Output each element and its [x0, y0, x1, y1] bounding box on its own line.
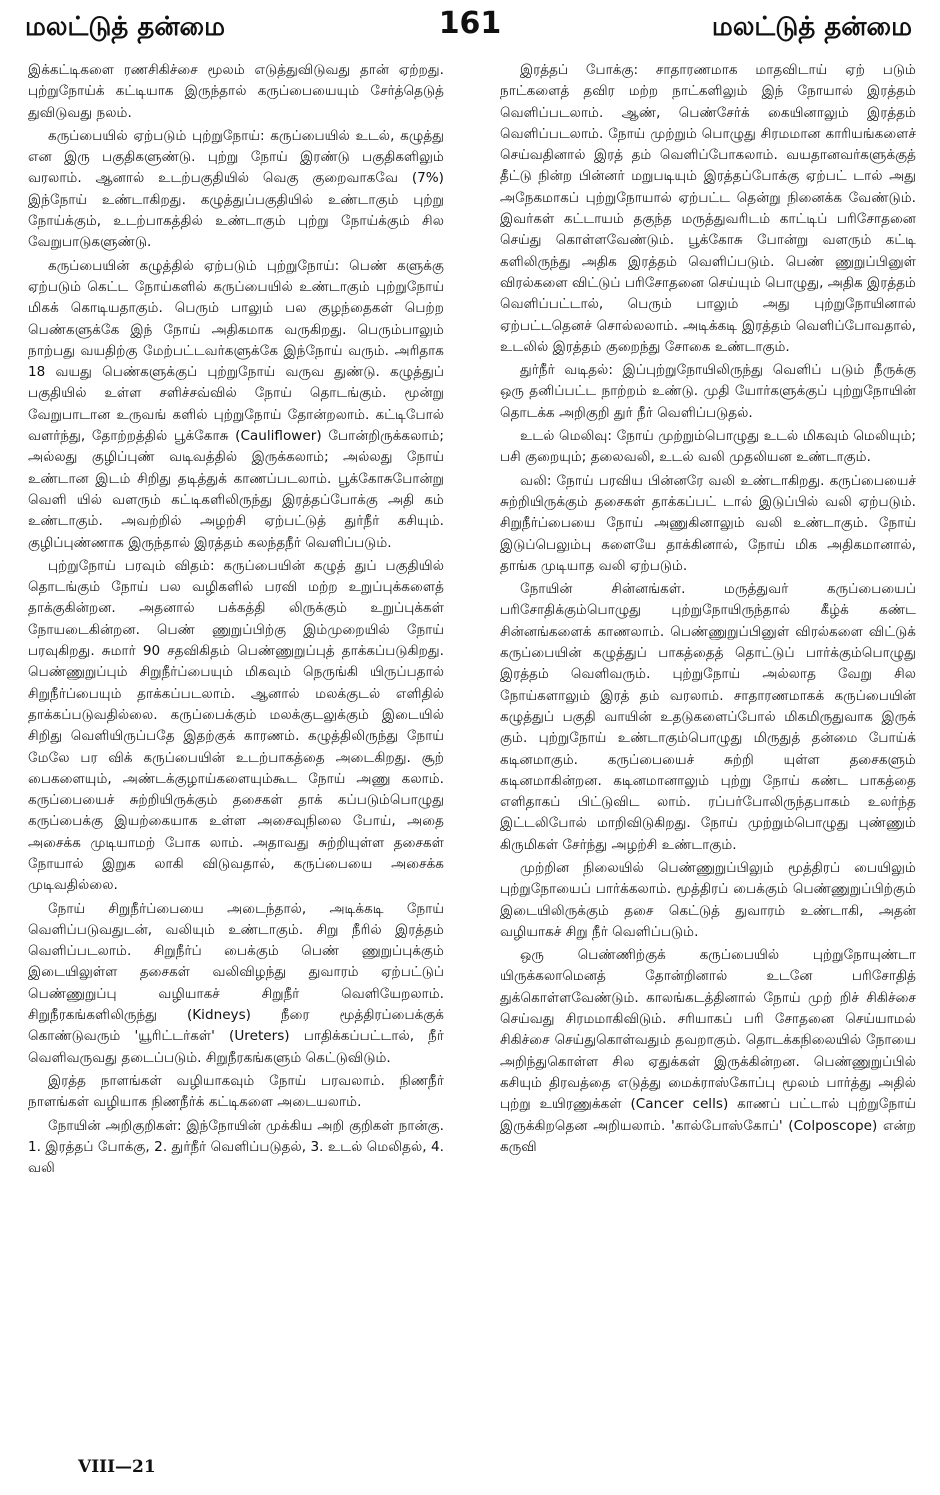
running-head-left: மலட்டுத் தன்மை — [25, 12, 226, 42]
paragraph: இரத்த நாளங்கள் வழியாகவும் நோய் பரவலாம். நிணநீர் நாளங்கள் வழியாக நிணநீர்க் கட்டிகளை அடையலாம். — [28, 1072, 444, 1111]
paragraph: நோயின் சின்னங்கள். மருத்துவர் கருப்பையைப் பரிசோதிக்கும்பொழுது புற்றுநோயிருந்தால் கீழ்க் கண்ட சின்னங்களைக் காணலாம். பெண்ணுறுப்பினுள் விரல்களை விட்டுக் கருப்பையின் கழுத்துப் பாகத்தைத் தொட்டுப் பார்க்கும்பொழுது இரத்தம் வெளிவரும். புற்றுநோய் அல்லாத வேறு சில நோய்களாலும் இரத் தம் வரலாம். சாதாரணமாகக் கருப்பையின் கழுத்துப் பகுதி வாயின் உதடுகளைப்போல் மிகமிருதுவாக இருக் கும். புற்றுநோய் உண்டாகும்பொழுது மிருதுத் தன்மை போய்க் கடினமாகும். கருப்பையைச் சுற்றி யுள்ள தசைகளும் கடினமாகின்றன. கடினமானாலும் புற்று நோய் கண்ட பாகத்தை எளிதாகப் பிட்டுவிட லாம். ரப்பர்போலிருந்தபாகம் உலர்ந்த இட்டலிபோல் மாறிவிடுகிறது. நோய் முற்றும்பொழுது புண்ணும் கிருமிகள் சேர்ந்து அழற்சி உண்டாகும். — [500, 581, 916, 853]
paragraph: புற்றுநோய் பரவும் விதம்: கருப்பையின் கழுத் துப் பகுதியில் தொடங்கும் நோய் பல வழிகளில் பரவி மற்ற உறுப்புக்களைத் தாக்குகின்றன. அதனால் பக்கத்தி லிருக்கும் உறுப்புக்கள் நோயடைகின்றன. பெண் ணுறுப்பிற்கு இம்முறையில் நோய் பரவுகிறது. சுமார் 90 சதவிகிதம் பெண்ணுறுப்புத் தாக்கப்படுகிறது. பெண்ணுறுப்பும் சிறுநீர்ப்பையும் மிகவும் நெருங்கி யிருப்பதால் சிறுநீர்ப்பையும் தாக்கப்படலாம். ஆனால் மலக்குடல் எளிதில் தாக்கப்படுவதில்லை. கருப்பைக்கும் மலக்குடலுக்கும் இடையில் சிறிது வெளியிருப்பதே இதற்குக் காரணம். கழுத்திலிருந்து நோய் மேலே பர விக் கருப்பையின் உடற்பாகத்தை அடைகிறது. சூற் பைகளையும், அண்டக்குழாய்களையும்கூட நோய் அணு கலாம். கருப்பையைச் சுற்றியிருக்கும் தசைகள் தாக் கப்படும்பொழுது கருப்பைக்கு இயற்கையாக உள்ள அசைவுநிலை போய், அதை அசைக்க முடியாமற் போக லாம். அதாவது சுற்றியுள்ள தசைகள் நோயால் இறுக லாகி விடுவதால், கருப்பையை அசைக்க முடிவதில்லை. — [28, 557, 444, 894]
signature-mark: VIII—21 — [78, 1457, 156, 1477]
paragraph: துர்நீர் வடிதல்: இப்புற்றுநோயிலிருந்து வெளிப் படும் நீருக்கு ஒரு தனிப்பட்ட நாற்றம் உண்டு. முதி யோர்களுக்குப் புற்றுநோயின் தொடக்க அறிகுறி துர் நீர் வெளிப்படுதல். — [500, 362, 916, 421]
paragraph: கருப்பையின் கழுத்தில் ஏற்படும் புற்றுநோய்: பெண் களுக்கு ஏற்படும் கெட்ட நோய்களில் கருப்பையில் உண்டாகும் புற்றுநோய் மிகக் கொடியதாகும். பெரும் பாலும் பல குழந்தைகள் பெற்ற பெண்களுக்கே இந் நோய் அதிகமாக வருகிறது. பெரும்பாலும் நாற்பது வயதிற்கு மேற்பட்டவர்களுக்கே இந்நோய் வரும். அரிதாக 18 வயது பெண்களுக்குப் புற்றுநோய் வருவ துண்டு. கழுத்துப் பகுதியில் உள்ள சளிச்சவ்வில் நோய் தொடங்கும். மூன்று வேறுபாடான உருவங் களில் புற்றுநோய் தோன்றலாம். கட்டிபோல் வளர்ந்து, தோற்றத்தில் பூக்கோசு (Cauliflower) போன்றிருக்கலாம்; அல்லது குழிப்புண் வடிவத்தில் இருக்கலாம்; அல்லது நோய் உண்டான இடம் சிறிது தடித்துக் காணப்படலாம். பூக்கோசுபோன்று வெளி யில் வளரும் கட்டிகளிலிருந்து இரத்தப்போக்கு அதி கம் உண்டாகும். அவற்றில் அழற்சி ஏற்பட்டுத் துர்நீர் கசியும். குழிப்புண்ணாக இருந்தால் இரத்தம் கலந்தநீர் வெளிப்படும். — [28, 257, 444, 551]
paragraph: உடல் மெலிவு: நோய் முற்றும்பொழுது உடல் மிகவும் மெலியும்; பசி குறையும்; தலைவலி, உடல் வலி முதலியன உண்டாகும். — [500, 428, 916, 466]
paragraph: நோய் சிறுநீர்ப்பையை அடைந்தால், அடிக்கடி நோய் வெளிப்படுவதுடன், வலியும் உண்டாகும். சிறு நீரில் இரத்தம் வெளிப்படலாம். சிறுநீர்ப் பைக்கும் பெண் ணுறுப்புக்கும் இடையிலுள்ள தசைகள் வலிவிழந்து துவாரம் ஏற்பட்டுப் பெண்ணுறுப்பு வழியாகச் சிறுநீர் வெளியேறலாம். சிறுநீரகங்களிலிருந்து (Kidneys) நீரை மூத்திரப்பைக்குக் கொண்டுவரும் 'யூரிட்டர்கள்' (Ureters) பாதிக்கப்பட்டால், நீர் வெளிவருவது தடைப்படும். சிறுநீரகங்களும் கெட்டுவிடும். — [28, 900, 444, 1066]
paragraph: முற்றின நிலையில் பெண்ணுறுப்பிலும் மூத்திரப் பையிலும் புற்றுநோயைப் பார்க்கலாம். மூத்திரப் பைக்கும் பெண்ணுறுப்பிற்கும் இடையிலிருக்கும் தசை கெட்டுத் துவாரம் உண்டாகி, அதன் வழியாகச் சிறு நீர் வெளிப்படும். — [500, 859, 916, 940]
right-column — [500, 60, 916, 1440]
paragraph: கருப்பையில் ஏற்படும் புற்றுநோய்: கருப்பையில் உடல், கழுத்து என இரு பகுதிகளுண்டு. புற்று நோய் இரண்டு பகுதிகளிலும் வரலாம். ஆனால் உடற்பகுதியில் வெகு குறைவாகவே (7%) இந்நோய் உண்டாகிறது. கழுத்துப்பகுதியில் உண்டாகும் புற்று நோய்க்கும், உடற்பாகத்தில் உண்டாகும் புற்று நோய்க்கும் சில வேறுபாடுகளுண்டு. — [28, 127, 444, 251]
page-header — [0, 0, 940, 48]
paragraph: நோயின் அறிகுறிகள்: இந்நோயின் முக்கிய அறி குறிகள் நான்கு. 1. இரத்தப் போக்கு, 2. துர்நீர் வெளிப்படுதல், 3. உடல் மெலிதல், 4. வலி — [28, 1117, 444, 1177]
running-head-right: மலட்டுத் தன்மை — [711, 12, 912, 42]
paragraph: ஒரு பெண்ணிற்குக் கருப்பையில் புற்றுநோயுண்டா யிருக்கலாமெனத் தோன்றினால் உடனே பரிசோதித் துக்கொள்ளவேண்டும். காலங்கடத்தினால் நோய் முற் றிச் சிகிச்சை செய்வது சிரமமாகிவிடும். சரியாகப் பரி சோதனை செய்யாமல் சிகிச்சை செய்துகொள்வதும் தவறாகும். தொடக்கநிலையில் நோயை அறிந்துகொள்ள சில ஏதுக்கள் இருக்கின்றன. பெண்ணுறுப்பில் கசியும் திரவத்தை எடுத்து மைக்ராஸ்கோப்பு மூலம் பார்த்து அதில் புற்று உயிரணுக்கள் (Cancer cells) காணப் பட்டால் புற்றுநோய் இருக்கிறதென அறியலாம். 'கால்போஸ்கோப்' (Colposcope) என்ற கருவி — [500, 947, 916, 1155]
paragraph: இரத்தப் போக்கு: சாதாரணமாக மாதவிடாய் ஏற் படும் நாட்களைத் தவிர மற்ற நாட்களிலும் இந் நோயால் இரத்தம் வெளிப்படலாம். ஆண், பெண்சேர்க் கையினாலும் இரத்தம் வெளிப்படலாம். நோய் முற்றும் பொழுது சிரமமான காரியங்களைச் செய்வதினால் இரத் தம் வெளிப்போகலாம். வயதானவர்களுக்குத் தீட்டு நின்ற பின்னர் மறுபடியும் இரத்தப்போக்கு ஏற்பட் டால் அது அநேகமாகப் புற்றுநோயால் ஏற்பட்ட தென்று நினைக்க வேண்டும். இவர்கள் கட்டாயம் தகுந்த மருத்துவரிடம் காட்டிப் பரிசோதனை செய்து கொள்ளவேண்டும். பூக்கோசு போன்று வளரும் கட்டி களிலிருந்து அதிக இரத்தம் வெளிப்படும். பெண் ணுறுப்பினுள் விரல்களை விட்டுப் பரிசோதனை செய்யும் பொழுது, அதிக இரத்தம் வெளிப்பட்டால், பெரும் பாலும் அது புற்றுநோயினால் ஏற்பட்டதெனச் சொல்லலாம். அடிக்கடி இரத்தம் வெளிப்போவதால், உடலில் இரத்தம் குறைந்து சோகை உண்டாகும். — [500, 62, 916, 355]
paragraph: வலி: நோய் பரவிய பின்னரே வலி உண்டாகிறது. கருப்பையைச் சுற்றியிருக்கும் தசைகள் தாக்கப்பட் டால் இடுப்பில் வலி ஏற்படும். சிறுநீர்ப்பையை நோய் அணுகினாலும் வலி உண்டாகும். நோய் இடுப்பெலும்பு களையே தாக்கினால், நோய் மிக அதிகமானால், தாங்க முடியாத வலி ஏற்படும். — [500, 472, 916, 574]
page-number: 161 — [438, 6, 502, 41]
paragraph: இக்கட்டிகளை ரணசிகிச்சை மூலம் எடுத்துவிடுவது தான் ஏற்றது. புற்றுநோய்க் கட்டியாக இருந்தால் கருப்பையையும் சேர்த்தெடுத் துவிடுவது நலம். — [28, 62, 444, 121]
left-column — [28, 60, 444, 1440]
